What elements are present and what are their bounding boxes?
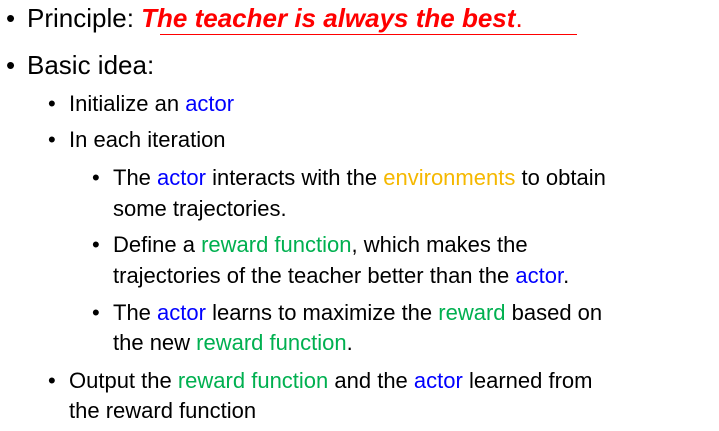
sub3-reward-function: reward function — [196, 330, 347, 355]
output-a: Output the — [69, 368, 178, 393]
output-actor: actor — [413, 368, 463, 393]
init-text: Initialize an — [69, 91, 186, 116]
sub1-c: interacts with the — [205, 165, 384, 190]
output-c: and the — [328, 368, 414, 393]
principle-underline — [160, 34, 577, 35]
sub3-a: The — [113, 300, 158, 325]
bullet-basic-idea: • — [6, 50, 16, 80]
bullet-principle: • — [6, 3, 16, 33]
principle-end: . — [515, 3, 523, 33]
sub3-actor: actor — [157, 300, 206, 325]
output-reward-function: reward function — [177, 368, 329, 393]
bullet-sub1: • — [92, 165, 100, 190]
init-line — [69, 93, 234, 115]
bullet-sub3: • — [92, 300, 100, 325]
bullet-output: • — [48, 368, 56, 393]
sub2-f: . — [563, 263, 570, 288]
output-e: learned from — [462, 368, 593, 393]
basic-idea-heading: Basic idea: — [27, 50, 155, 80]
sub1-a: The — [113, 165, 158, 190]
sub2-d: trajectories of the teacher better than the — [113, 263, 516, 288]
sub2-line2 — [113, 265, 569, 287]
sub3-reward: reward — [438, 300, 506, 325]
sub2-line1 — [113, 234, 528, 256]
output-line1 — [69, 370, 592, 392]
sub1-actor: actor — [157, 165, 206, 190]
sub1-line2: some trajectories. — [113, 196, 287, 221]
sub3-e: based on — [505, 300, 603, 325]
sub2-actor: actor — [515, 263, 564, 288]
principle-emphasis: The teacher is always the best — [141, 3, 516, 33]
sub3-c: learns to maximize the — [205, 300, 439, 325]
sub3-f: the new — [113, 330, 197, 355]
output-line2: the reward function — [69, 398, 257, 423]
sub3-line1 — [113, 302, 602, 324]
principle-line — [27, 5, 523, 31]
bullet-init: • — [48, 91, 56, 116]
sub2-reward-function: reward function — [201, 232, 352, 257]
sub1-environments: environments — [383, 165, 516, 190]
init-actor: actor — [185, 91, 235, 116]
principle-label: Principle: — [27, 3, 142, 33]
sub2-c: , which makes the — [351, 232, 528, 257]
sub1-line1 — [113, 167, 606, 189]
bullet-sub2: • — [92, 232, 100, 257]
sub3-line2 — [113, 332, 353, 354]
bullet-iter: • — [48, 127, 56, 152]
sub2-a: Define a — [113, 232, 202, 257]
sub1-e: to obtain — [515, 165, 606, 190]
sub3-h: . — [346, 330, 353, 355]
iter-line: In each iteration — [69, 127, 226, 152]
